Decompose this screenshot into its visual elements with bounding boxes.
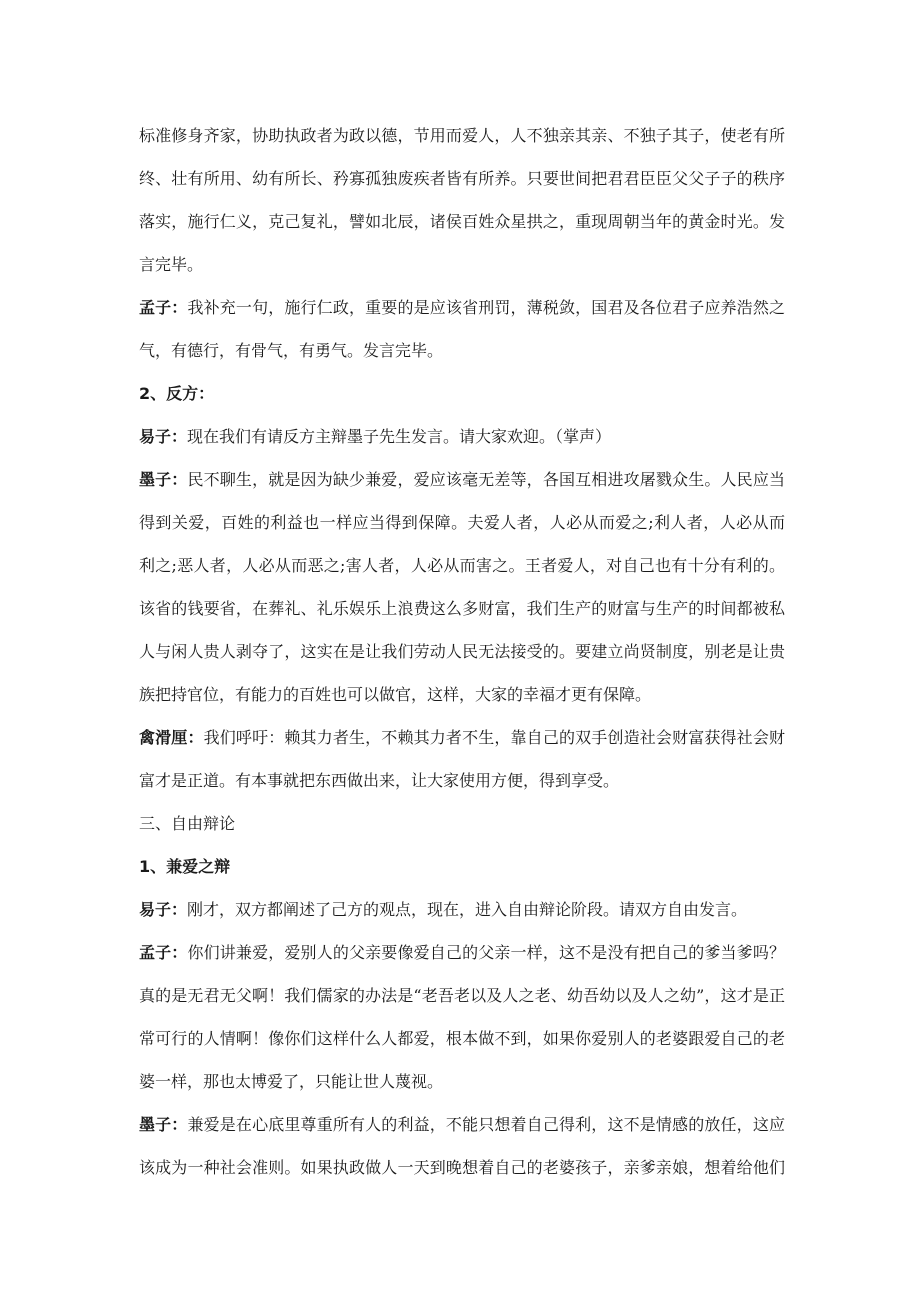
- speaker-paragraph: [139, 469, 785, 491]
- speaker-name: 孟子：: [139, 298, 188, 317]
- speaker-name: 禽滑厘：: [139, 728, 204, 747]
- subsection-heading: 1、兼爱之辩: [139, 857, 231, 876]
- section-heading: 2、反方：: [139, 384, 215, 403]
- speech-text: 现在我们有请反方主辩墨子先生发言。请大家欢迎。（掌声）: [187, 427, 612, 446]
- paragraph-line: 族把持官位，有能力的百姓也可以做官，这样，大家的幸福才更有保障。: [139, 685, 652, 704]
- paragraph-line: 该省的钱要省，在葬礼、礼乐娱乐上浪费这么多财富，我们生产的财富与生产的时间都被私: [139, 599, 785, 618]
- paragraph-line: 该成为一种社会准则。如果执政做人一天到晚想着自己的老婆孩子，亲爹亲娘，想着给他们: [139, 1158, 785, 1177]
- speaker-name: 易子：: [139, 900, 188, 919]
- paragraph-line: 常可行的人情啊！像你们这样什么人都爱，根本做不到，如果你爱别人的老婆跟爱自己的老: [139, 1029, 785, 1048]
- speaker-paragraph: [139, 426, 785, 448]
- speech-text: 兼爱是在心底里尊重所有人的利益，不能只想着自己得利，这不是情感的放任，这应: [187, 1115, 785, 1134]
- section-heading: 三、自由辩论: [139, 814, 236, 833]
- speaker-name: 墨子：: [139, 470, 188, 489]
- speech-text: 我们呼吁：赖其力者生，不赖其力者不生，靠自己的双手创造社会财富获得社会财: [203, 728, 785, 747]
- speech-text: 我补充一句，施行仁政，重要的是应该省刑罚，薄税敛，国君及各位君子应养浩然之: [187, 298, 785, 317]
- paragraph-line: 得到关爱，百姓的利益也一样应当得到保障。夫爱人者，人必从而爱之;利人者，人必从而: [139, 513, 785, 532]
- speaker-paragraph: [139, 727, 785, 749]
- speaker-paragraph: [139, 1114, 785, 1136]
- speaker-name: 墨子：: [139, 1115, 188, 1134]
- speaker-name: 孟子：: [139, 943, 188, 962]
- paragraph-line: 终、壮有所用、幼有所长、矜寡孤独废疾者皆有所养。只要世间把君君臣臣父父子子的秩序: [139, 169, 785, 188]
- paragraph-line: 富才是正道。有本事就把东西做出来，让大家使用方便，得到享受。: [139, 771, 620, 790]
- paragraph-line: 气，有德行，有骨气，有勇气。发言完毕。: [139, 341, 444, 360]
- speech-text: 民不聊生，就是因为缺少兼爱，爱应该毫无差等，各国互相进攻屠戮众生。人民应当: [187, 470, 785, 489]
- paragraph-line: 利之;恶人者，人必从而恶之;害人者，人必从而害之。王者爱人，对自己也有十分有利的。: [139, 556, 785, 575]
- paragraph-line: 真的是无君无父啊！我们儒家的办法是“老吾老以及人之老、幼吾幼以及人之幼”，这才是正: [139, 986, 785, 1005]
- paragraph-line: 落实，施行仁义，克己复礼，譬如北辰，诸侯百姓众星拱之，重现周朝当年的黄金时光。发: [139, 212, 785, 231]
- paragraph-line: 言完毕。: [139, 255, 204, 274]
- speaker-paragraph: [139, 297, 785, 319]
- paragraph-line: 标准修身齐家，协助执政者为政以德，节用而爱人，人不独亲其亲、不独子其子，使老有所: [139, 126, 785, 145]
- speaker-paragraph: [139, 899, 785, 921]
- speaker-paragraph: [139, 942, 785, 964]
- speech-text: 你们讲兼爱，爱别人的父亲要像爱自己的父亲一样，这不是没有把自己的爹当爹吗？: [187, 943, 785, 962]
- paragraph-line: 人与闲人贵人剥夺了，这实在是让我们劳动人民无法接受的。要建立尚贤制度，别老是让贵: [139, 642, 785, 661]
- speaker-name: 易子：: [139, 427, 188, 446]
- speech-text: 刚才，双方都阐述了己方的观点，现在，进入自由辩论阶段。请双方自由发言。: [187, 900, 748, 919]
- paragraph-line: 婆一样，那也太博爱了，只能让世人蔑视。: [139, 1072, 444, 1091]
